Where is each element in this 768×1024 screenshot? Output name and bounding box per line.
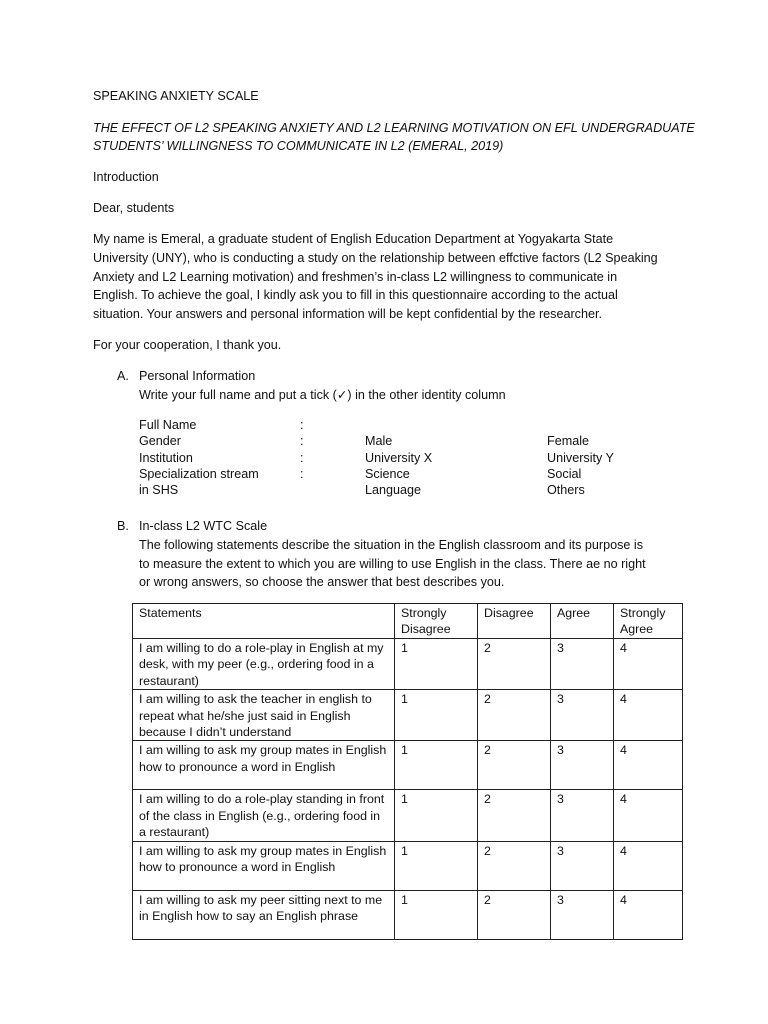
full-name-label: Full Name [139, 418, 197, 432]
table-row [133, 639, 683, 690]
colon: : [300, 467, 304, 481]
option-female: Female [547, 434, 589, 448]
colon: : [300, 451, 304, 465]
rating-option[interactable]: 4 [614, 790, 683, 841]
option-male: Male [365, 434, 393, 448]
colon: : [300, 418, 304, 432]
table-row [133, 890, 683, 939]
section-b-description-line: The following statements describe the situation in the English classroom and its purpose is [139, 538, 644, 552]
document-title: SPEAKING ANXIETY SCALE [93, 89, 259, 103]
wtc-scale-table [132, 603, 683, 940]
rating-option[interactable]: 1 [395, 741, 478, 790]
statement-cell: I am willing to do a role-play standing in front of the class in English (e.g., ordering food in a restaurant) [133, 790, 395, 841]
statement-cell: I am willing to ask the teacher in english to repeat what he/she just said in English because I didn’t understand [133, 690, 395, 741]
rating-option[interactable]: 3 [551, 790, 614, 841]
rating-option[interactable]: 4 [614, 690, 683, 741]
column-header-disagree: Disagree [478, 604, 551, 639]
section-b-letter: B. [117, 519, 129, 533]
thanks-line: For your cooperation, I thank you. [93, 338, 282, 352]
introduction-heading: Introduction [93, 170, 159, 184]
column-header-agree: Agree [551, 604, 614, 639]
statement-cell: I am willing to ask my group mates in English how to pronounce a word in English [133, 841, 395, 890]
rating-option[interactable]: 2 [478, 690, 551, 741]
rating-option[interactable]: 4 [614, 841, 683, 890]
column-header-statements: Statements [133, 604, 395, 639]
section-a-instruction: Write your full name and put a tick (✓) in the other identity column [139, 388, 506, 402]
rating-option[interactable]: 3 [551, 890, 614, 939]
rating-option[interactable]: 4 [614, 639, 683, 690]
study-title-line-2: STUDENTS’ WILLINGNESS TO COMMUNICATE IN L2 (EMERAL, 2019) [93, 139, 504, 153]
rating-option[interactable]: 3 [551, 741, 614, 790]
institution-label: Institution [139, 451, 193, 465]
column-header-strongly-agree: Strongly Agree [614, 604, 683, 639]
option-others: Others [547, 483, 585, 497]
table-header-row [133, 604, 683, 639]
rating-option[interactable]: 1 [395, 841, 478, 890]
rating-option[interactable]: 2 [478, 741, 551, 790]
intro-paragraph-line: situation. Your answers and personal information will be kept confidential by the researcher. [93, 307, 602, 321]
rating-option[interactable]: 2 [478, 639, 551, 690]
statement-cell: I am willing to ask my group mates in English how to pronounce a word in English [133, 741, 395, 790]
rating-option[interactable]: 3 [551, 841, 614, 890]
rating-option[interactable]: 2 [478, 890, 551, 939]
section-b-description-line: or wrong answers, so choose the answer that best describes you. [139, 575, 505, 589]
gender-label: Gender [139, 434, 182, 448]
rating-option[interactable]: 3 [551, 690, 614, 741]
intro-paragraph-line: My name is Emeral, a graduate student of English Education Department at Yogyakarta State [93, 232, 614, 246]
rating-option[interactable]: 2 [478, 841, 551, 890]
table-row [133, 690, 683, 741]
section-b-description-line: to measure the extent to which you are willing to use English in the class. There ae no right [139, 557, 646, 571]
section-b-heading: In-class L2 WTC Scale [139, 519, 268, 533]
study-title-line-1: THE EFFECT OF L2 SPEAKING ANXIETY AND L2 LEARNING MOTIVATION ON EFL UNDERGRADUATE [93, 121, 695, 135]
rating-option[interactable]: 1 [395, 690, 478, 741]
option-university-y: University Y [547, 451, 614, 465]
specialization-label-line-2: in SHS [139, 483, 179, 497]
rating-option[interactable]: 1 [395, 890, 478, 939]
table-row [133, 741, 683, 790]
intro-paragraph-line: English. To achieve the goal, I kindly ask you to fill in this questionnaire according to the actual [93, 288, 618, 302]
specialization-label: Specialization stream [139, 467, 259, 481]
table-row [133, 790, 683, 841]
section-a-heading: Personal Information [139, 369, 256, 383]
table-row [133, 841, 683, 890]
option-language: Language [365, 483, 422, 497]
section-a-letter: A. [117, 369, 129, 383]
rating-option[interactable]: 3 [551, 639, 614, 690]
option-social: Social [547, 467, 582, 481]
option-university-x: University X [365, 451, 433, 465]
statement-cell: I am willing to do a role-play in English at my desk, with my peer (e.g., ordering food in a restaurant) [133, 639, 395, 690]
rating-option[interactable]: 1 [395, 639, 478, 690]
rating-option[interactable]: 4 [614, 890, 683, 939]
colon: : [300, 434, 304, 448]
column-header-strongly-disagree: Strongly Disagree [395, 604, 478, 639]
intro-paragraph-line: University (UNY), who is conducting a study on the relationship between effctive factors (L2 Speaking [93, 251, 658, 265]
greeting: Dear, students [93, 201, 175, 215]
option-science: Science [365, 467, 410, 481]
rating-option[interactable]: 4 [614, 741, 683, 790]
rating-option[interactable]: 2 [478, 790, 551, 841]
intro-paragraph-line: Anxiety and L2 Learning motivation) and freshmen’s in-class L2 willingness to communicate in [93, 270, 618, 284]
statement-cell: I am willing to ask my peer sitting next to me in English how to say an English phrase [133, 890, 395, 939]
rating-option[interactable]: 1 [395, 790, 478, 841]
